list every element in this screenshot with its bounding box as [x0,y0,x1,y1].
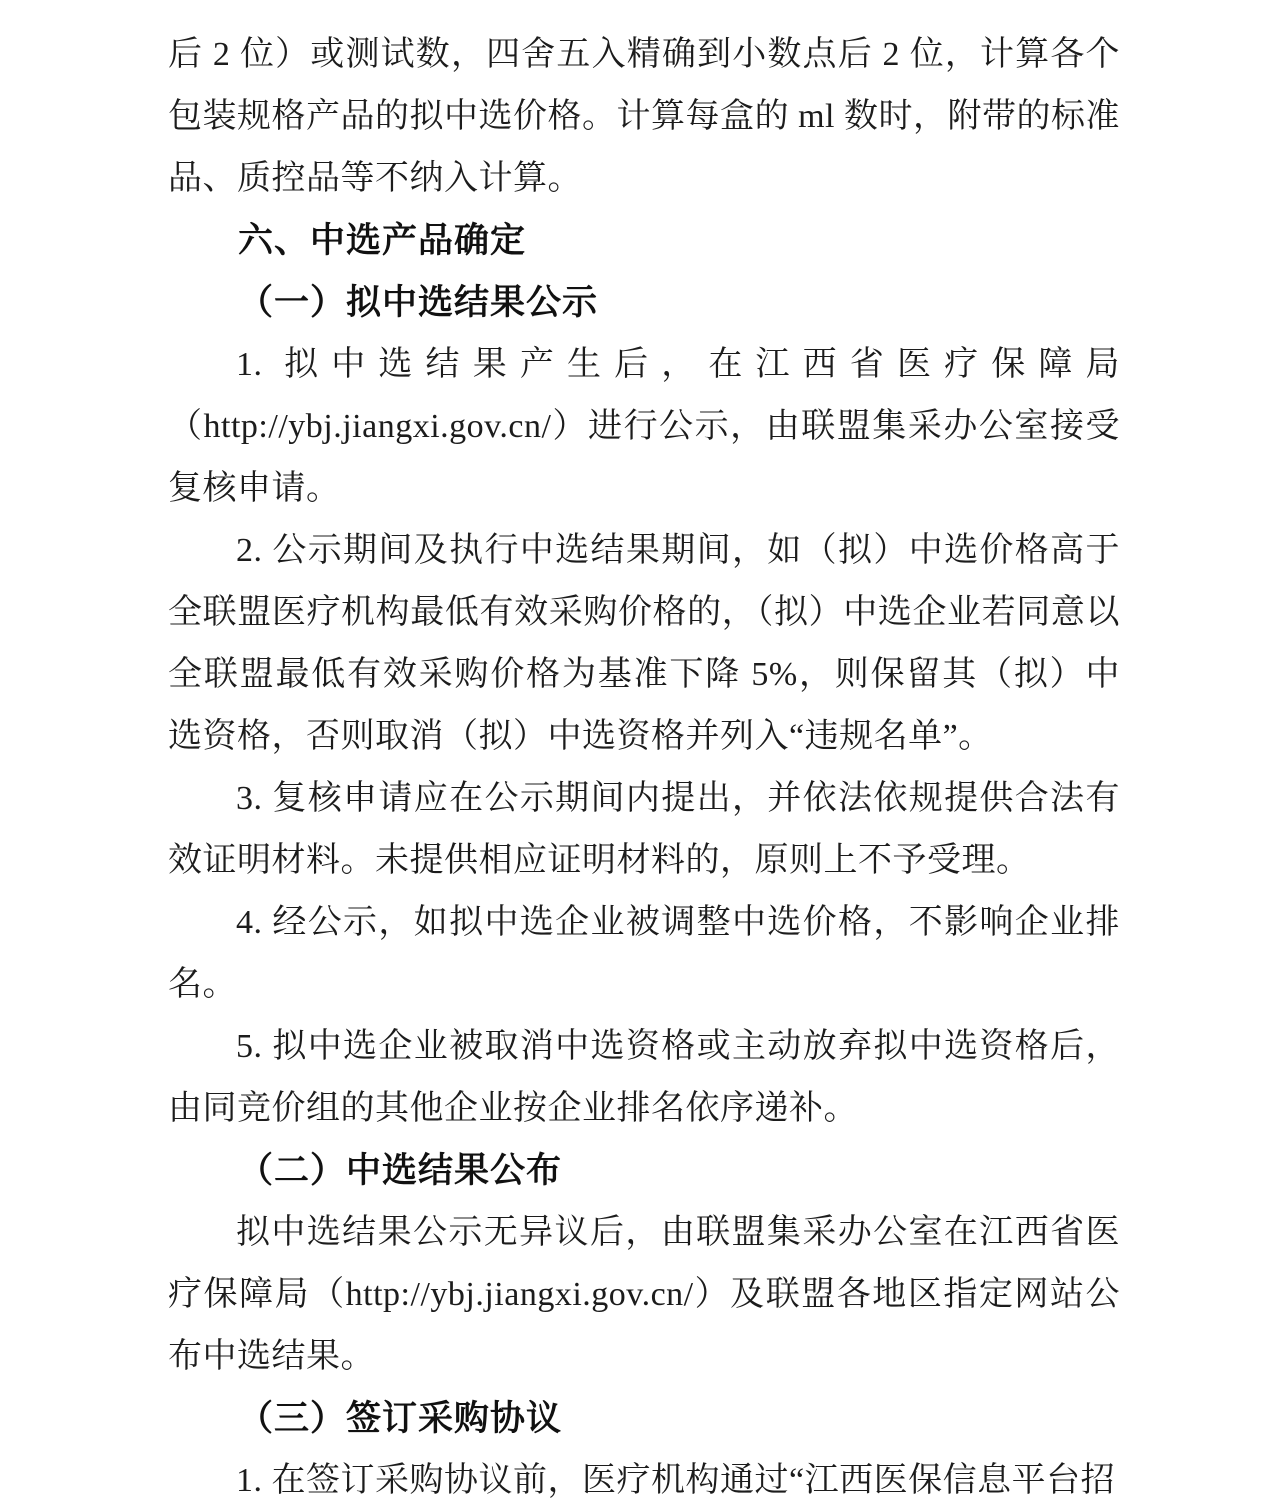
subsection-heading-3-signing-procurement-agreement: （三）签订采购协议 [238,1399,563,1438]
item-4-ranking-unaffected-paragraph: 4. 经公示，如拟中选企业被调整中选价格，不影响企业排名。 [168,904,1120,1003]
section-heading-6-selected-product-determination: 六、中选产品确定 [238,221,527,260]
item-1-result-publicity-paragraph: 1. 拟中选结果产生后，在江西省医疗保障局（http://ybj.jiangxi.gov.cn/）进行公示，由联盟集采办公室接受复核申请。 [168,346,1120,507]
item-3-review-application-paragraph: 3. 复核申请应在公示期间内提出，并依法依规提供合法有效证明材料。未提供相应证明材料的，原则上不予受理。 [168,780,1120,879]
item-1-before-signing-paragraph: 1. 在签订采购协议前，医疗机构通过“江西医保信息平台招 [236,1462,1116,1499]
subsection-heading-2-result-announcement: （二）中选结果公布 [238,1151,563,1190]
item-5-replacement-order-paragraph: 5. 拟中选企业被取消中选资格或主动放弃拟中选资格后，由同竞价组的其他企业按企业排名依序递补。 [168,1028,1120,1127]
document-content [168,24,1120,1512]
subsection-heading-1-proposed-result-publicity: （一）拟中选结果公示 [238,283,599,322]
item-2-price-adjustment-paragraph: 2. 公示期间及执行中选结果期间，如（拟）中选价格高于全联盟医疗机构最低有效采购价格的，（拟）中选企业若同意以全联盟最低有效采购价格为基准下降 5%，则保留其（拟）中选资格，否则取消（拟）中选资格并列入“违规名单”。 [168,532,1120,755]
result-announcement-paragraph: 拟中选结果公示无异议后，由联盟集采办公室在江西省医疗保障局（http://ybj.jiangxi.gov.cn/）及联盟各地区指定网站公布中选结果。 [168,1214,1120,1375]
continued-paragraph-rounding-rules: 后 2 位）或测试数，四舍五入精确到小数点后 2 位，计算各个包装规格产品的拟中选价格。计算每盒的 ml 数时，附带的标准品、质控品等不纳入计算。 [168,36,1120,197]
